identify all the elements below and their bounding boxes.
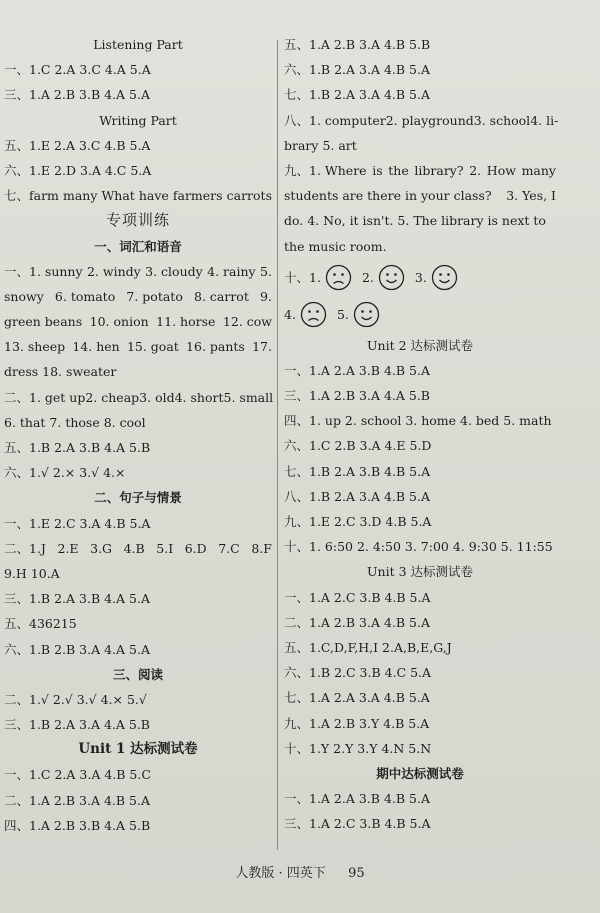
answer-line-words bbox=[284, 183, 556, 208]
right-top-lines bbox=[284, 32, 559, 259]
answer-line: 一、1.E 2.C 3.A 4.B 5.A bbox=[4, 515, 151, 531]
special-training-title: 专项训练 bbox=[105, 211, 170, 230]
answer-line-words bbox=[4, 334, 272, 359]
unit3-lines bbox=[284, 585, 556, 761]
answer-word: What bbox=[101, 188, 135, 204]
answer-word: 2.E bbox=[57, 540, 79, 556]
sad-face-icon bbox=[325, 264, 352, 291]
happy-face-icon bbox=[353, 301, 380, 328]
answer-line: 三、1.B 2.A 3.A 4.A 5.B bbox=[4, 717, 150, 733]
answer-line-words bbox=[4, 309, 272, 334]
vocab-lines bbox=[4, 259, 272, 486]
answer-word: 17. bbox=[252, 339, 272, 355]
answer-line-words bbox=[4, 284, 272, 309]
page-number: 95 bbox=[348, 866, 365, 881]
sentence-section-title: 二、句子与情景 bbox=[94, 490, 182, 506]
face-number: 5. bbox=[336, 306, 349, 322]
answer-word: farmers bbox=[172, 188, 223, 204]
answer-word: 七、farm bbox=[4, 188, 59, 204]
unit3-title: Unit 3 达标测试卷 bbox=[366, 564, 473, 580]
answer-word: 二、1.J bbox=[4, 540, 46, 556]
happy-face-icon bbox=[431, 264, 458, 291]
answer-word: How bbox=[486, 162, 516, 178]
answer-line: 三、1.A 2.B 3.A 4.A 5.B bbox=[284, 388, 430, 404]
answer-word: 2. playground bbox=[385, 112, 474, 128]
answer-word: 12. cow bbox=[222, 314, 272, 330]
answer-word: 13. sheep bbox=[4, 339, 66, 355]
faces-row bbox=[284, 259, 556, 296]
answer-line: 九、1.A 2.B 3.Y 4.B 5.A bbox=[284, 715, 430, 731]
answer-word: is bbox=[372, 162, 383, 178]
answer-word: 2. windy bbox=[86, 263, 141, 279]
answer-word: 3. Yes, I bbox=[506, 188, 556, 204]
answer-line: 二、1.A 2.B 3.A 4.B 5.A bbox=[4, 792, 150, 808]
answer-line: 三、1.A 2.B 3.B 4.A 5.A bbox=[4, 87, 150, 103]
sad-face-icon bbox=[300, 301, 327, 328]
answer-line: 二、1.√ 2.√ 3.√ 4.× 5.√ bbox=[4, 691, 147, 707]
answer-word: the bbox=[388, 162, 409, 178]
unit1-title: Unit 1 达标测试卷 bbox=[78, 741, 198, 758]
answer-line: 一、1.A 2.A 3.B 4.B 5.A bbox=[284, 791, 430, 807]
vocab-section-title: 一、词汇和语音 bbox=[94, 238, 182, 254]
answer-word: green beans bbox=[4, 314, 83, 330]
answer-line: 6. that 7. those 8. cool bbox=[4, 414, 146, 430]
answer-line: 四、1. up 2. school 3. home 4. bed 5. math bbox=[284, 413, 552, 429]
unit2-title: Unit 2 达标测试卷 bbox=[366, 337, 473, 353]
left-column bbox=[4, 32, 272, 838]
answer-line: 9.H 10.A bbox=[4, 565, 60, 581]
answer-word: 2. bbox=[469, 162, 482, 178]
answer-line: 五、1.C,D,F,H,I 2.A,B,E,G,J bbox=[284, 639, 452, 655]
page-footer bbox=[0, 862, 600, 881]
answer-line: 七、1.B 2.A 3.B 4.B 5.A bbox=[284, 463, 431, 479]
answer-line: 五、436215 bbox=[4, 616, 77, 632]
answer-word: 7. potato bbox=[126, 288, 183, 304]
answer-line: 三、1.A 2.C 3.B 4.B 5.A bbox=[284, 816, 431, 832]
answer-line-words bbox=[284, 158, 556, 183]
unit2-lines bbox=[284, 358, 556, 560]
answer-word: 5. bbox=[260, 263, 272, 279]
answer-line: brary 5. art bbox=[284, 137, 357, 153]
answer-word: 8. carrot bbox=[194, 288, 249, 304]
answer-word: 4.B bbox=[123, 540, 145, 556]
answer-line: 一、1.C 2.A 3.A 4.B 5.C bbox=[4, 767, 151, 783]
answer-word: carrots bbox=[226, 188, 272, 204]
answer-word: 4. rainy bbox=[207, 263, 256, 279]
answer-word: 一、1. sunny bbox=[4, 263, 83, 279]
answer-line-words bbox=[4, 536, 272, 561]
answer-line: 六、1.E 2.D 3.A 4.C 5.A bbox=[4, 162, 152, 178]
answer-word: 9. bbox=[260, 288, 272, 304]
answer-word: 3. cloudy bbox=[145, 263, 203, 279]
answer-word: 7.C bbox=[218, 540, 240, 556]
answer-line: 六、1.B 2.A 3.A 4.B 5.A bbox=[284, 62, 430, 78]
answer-word: 14. hen bbox=[72, 339, 120, 355]
answer-word: library? bbox=[414, 162, 464, 178]
answer-line: 六、1.C 2.B 3.A 4.E 5.D bbox=[284, 438, 432, 454]
answer-word: many bbox=[521, 162, 556, 178]
reading-section-title: 三、阅读 bbox=[112, 666, 163, 682]
midterm-title: 期中达标测试卷 bbox=[376, 765, 464, 781]
answer-line: 七、1.B 2.A 3.A 4.B 5.A bbox=[284, 87, 430, 103]
answer-line: 五、1.E 2.A 3.C 4.B 5.A bbox=[4, 137, 151, 153]
answer-line: dress 18. sweater bbox=[4, 364, 117, 380]
answer-word: 八、1. computer bbox=[284, 112, 386, 128]
answer-line: 三、1.B 2.A 3.B 4.A 5.A bbox=[4, 591, 150, 607]
answer-word: have bbox=[138, 188, 169, 204]
answer-line: 八、1.B 2.A 3.A 4.B 5.A bbox=[284, 488, 430, 504]
answer-word: 九、1. Where bbox=[284, 162, 367, 178]
answer-word: 4. li- bbox=[530, 112, 559, 128]
answer-word: 4. short bbox=[174, 389, 224, 405]
answer-line-words bbox=[4, 385, 272, 410]
answer-line: 二、1.A 2.B 3.A 4.B 5.A bbox=[284, 614, 430, 630]
answer-word: 3. old bbox=[139, 389, 175, 405]
answer-word: snowy bbox=[4, 288, 44, 304]
answer-line: 四、1.A 2.B 3.B 4.A 5.B bbox=[4, 817, 151, 833]
answer-word: many bbox=[62, 188, 98, 204]
face-number: 2. bbox=[361, 269, 374, 285]
answer-line: 十、1. 6:50 2. 4:50 3. 7:00 4. 9:30 5. 11:55 bbox=[284, 539, 553, 555]
answer-word: 6. tomato bbox=[54, 288, 116, 304]
faces-row bbox=[284, 296, 556, 333]
answer-line: 一、1.C 2.A 3.C 4.A 5.A bbox=[4, 62, 151, 78]
answer-line: 五、1.A 2.B 3.A 4.B 5.B bbox=[284, 37, 431, 52]
answer-word: 15. goat bbox=[126, 339, 179, 355]
writing-part-title: Writing Part bbox=[99, 112, 177, 128]
answer-word: 5. small bbox=[223, 389, 274, 405]
answer-line: do. 4. No, it isn't. 5. The library is next to bbox=[284, 213, 546, 229]
listening-part-title: Listening Part bbox=[93, 37, 183, 52]
answer-line-words bbox=[4, 183, 272, 208]
happy-face-icon bbox=[378, 264, 405, 291]
answer-word: 6.D bbox=[184, 540, 207, 556]
edition-label: 人教版 · 四英下 bbox=[235, 866, 326, 881]
answer-word: 3.G bbox=[90, 540, 113, 556]
answer-line: the music room. bbox=[284, 238, 387, 254]
face-number: 3. bbox=[414, 269, 427, 285]
answer-word: 5.I bbox=[156, 540, 174, 556]
answer-word: 10. onion bbox=[89, 314, 149, 330]
answer-word: 8.F bbox=[251, 540, 272, 556]
answer-word: 3. school bbox=[473, 112, 531, 128]
answer-line-words bbox=[4, 259, 272, 284]
answer-line: 六、1.B 2.B 3.A 4.A 5.A bbox=[4, 641, 150, 657]
answer-line: 七、1.A 2.A 3.A 4.B 5.A bbox=[284, 690, 430, 706]
answer-line-words bbox=[284, 108, 559, 133]
face-number: 十、1. bbox=[284, 270, 321, 286]
answer-line: 五、1.B 2.A 3.B 4.A 5.B bbox=[4, 440, 151, 455]
answer-word: 11. horse bbox=[156, 314, 216, 330]
answer-word: 2. cheap bbox=[85, 389, 140, 405]
answer-line: 九、1.E 2.C 3.D 4.B 5.A bbox=[284, 514, 432, 529]
answer-word: 16. pants bbox=[186, 339, 245, 355]
answer-word: students are there in your class? bbox=[284, 188, 492, 204]
sentence-lines bbox=[4, 511, 272, 662]
answer-line: 一、1.A 2.C 3.B 4.B 5.A bbox=[284, 589, 431, 605]
answer-line: 十、1.Y 2.Y 3.Y 4.N 5.N bbox=[284, 740, 432, 756]
answer-line: 六、1.√ 2.× 3.√ 4.× bbox=[4, 465, 126, 481]
answer-line: 六、1.B 2.C 3.B 4.C 5.A bbox=[284, 665, 432, 681]
answer-line: 一、1.A 2.A 3.B 4.B 5.A bbox=[284, 362, 430, 378]
right-column bbox=[284, 32, 559, 836]
face-number: 4. bbox=[284, 306, 296, 322]
column-divider bbox=[277, 40, 278, 850]
answer-word: 二、1. get up bbox=[4, 389, 86, 405]
